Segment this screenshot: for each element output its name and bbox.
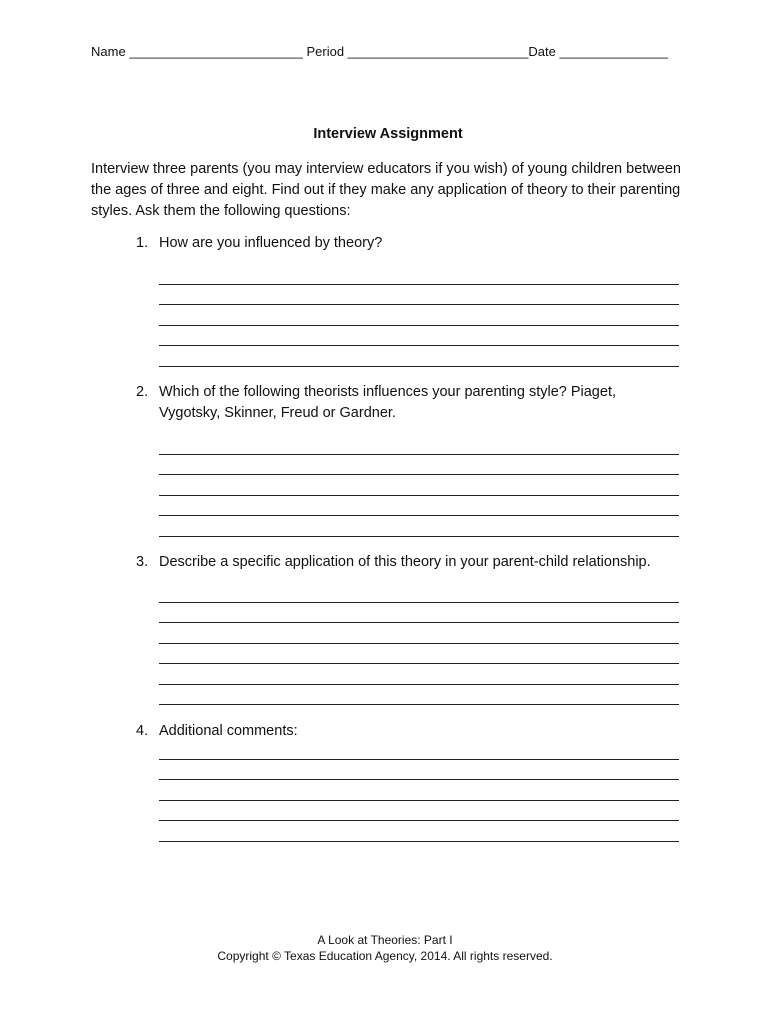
- answer-line[interactable]: [159, 285, 679, 306]
- footer-title: A Look at Theories: Part I: [317, 933, 453, 947]
- question-text: Describe a specific application of this theory in your parent-child relationship.: [159, 554, 651, 570]
- answer-line[interactable]: [159, 582, 679, 603]
- question-number: 3.: [136, 554, 149, 570]
- answer-line[interactable]: [159, 455, 679, 476]
- page-footer: [0, 932, 770, 964]
- answer-lines-2[interactable]: [159, 434, 679, 537]
- answer-line[interactable]: [159, 326, 679, 347]
- answer-line[interactable]: [159, 664, 679, 685]
- answer-line[interactable]: [159, 516, 679, 537]
- answer-lines-1[interactable]: [159, 264, 679, 367]
- answer-line[interactable]: [159, 801, 679, 822]
- date-field[interactable]: _______________: [559, 44, 668, 59]
- question-text: Additional comments:: [159, 723, 298, 739]
- answer-lines-4[interactable]: [159, 739, 679, 842]
- name-field[interactable]: ________________________: [129, 44, 303, 59]
- question-number: 2.: [136, 384, 149, 400]
- date-label: Date: [528, 44, 556, 59]
- answer-line[interactable]: [159, 623, 679, 644]
- answer-lines-3[interactable]: [159, 582, 679, 705]
- answer-line[interactable]: [159, 434, 679, 455]
- answer-line[interactable]: [159, 644, 679, 665]
- answer-line[interactable]: [159, 475, 679, 496]
- answer-line[interactable]: [159, 685, 679, 706]
- answer-line[interactable]: [159, 760, 679, 781]
- answer-line[interactable]: [159, 603, 679, 624]
- instructions-paragraph: Interview three parents (you may interview educators if you wish) of young children between the ages of three and eight. Find out if they make any application of theory to their parenting styles. Ask them the following questions:: [91, 161, 681, 219]
- copyright-notice: Copyright © Texas Education Agency, 2014. All rights reserved.: [217, 949, 553, 963]
- answer-line[interactable]: [159, 496, 679, 517]
- answer-line[interactable]: [159, 739, 679, 760]
- question-1: [136, 233, 681, 254]
- question-number: 4.: [136, 723, 149, 739]
- question-number: 1.: [136, 235, 149, 251]
- answer-line[interactable]: [159, 264, 679, 285]
- answer-line[interactable]: [159, 346, 679, 367]
- answer-line[interactable]: [159, 821, 679, 842]
- question-text: How are you influenced by theory?: [159, 235, 383, 251]
- question-3: [136, 552, 681, 573]
- answer-line[interactable]: [159, 305, 679, 326]
- answer-line[interactable]: [159, 780, 679, 801]
- student-info-header: [91, 44, 681, 59]
- name-label: Name: [91, 44, 126, 59]
- question-2: [136, 382, 681, 424]
- period-field[interactable]: _________________________: [347, 44, 529, 59]
- period-label: Period: [306, 44, 345, 59]
- page-title: Interview Assignment: [313, 126, 463, 142]
- question-text: Which of the following theorists influences your parenting style? Piaget, Vygotsky, Skinner, Freud or Gardner.: [159, 384, 616, 421]
